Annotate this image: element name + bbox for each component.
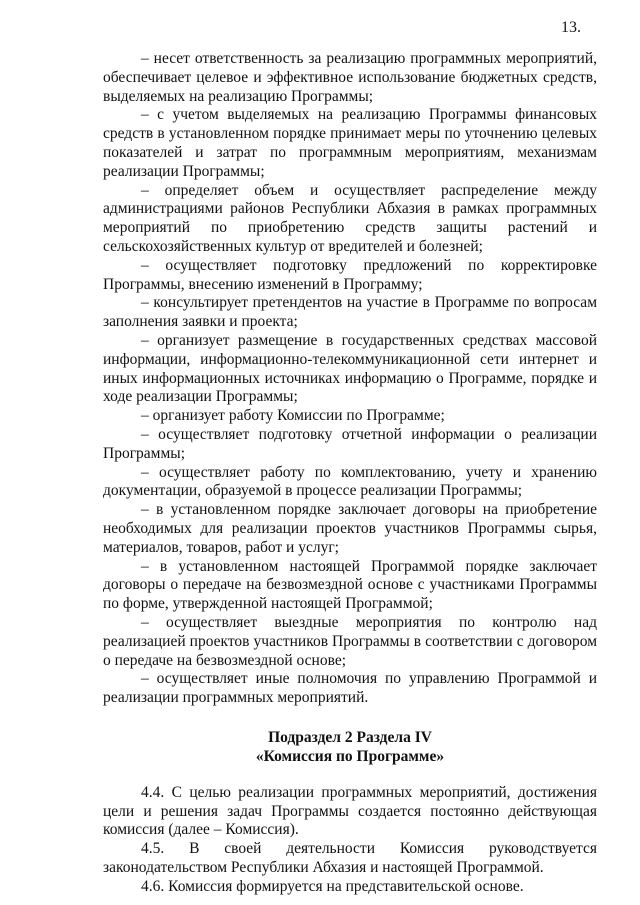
spacer (103, 766, 597, 784)
list-item: – организует работу Комиссии по Программе; (141, 407, 445, 425)
list-item: – организует размещение в государственных средствах массовой информации, информационно-телекоммуникационной сети интернет и иных информационных источниках информацию о Программе, порядке и ходе реализации Программы; (103, 331, 597, 406)
section-heading: Подраздел 2 Раздела IV (268, 728, 432, 746)
list-item: – в установленном настоящей Программой порядке заключает договоры о передаче на безвозмездной основе с участниками Программы по форме, утвержденной настоящей Программой; (103, 557, 597, 613)
list-item: – с учетом выделяемых на реализацию Программы финансовых средств в установленном порядке принимает меры по уточнению целевых показателей и затрат по программным мероприятиям, механизмам реализации Программы; (103, 106, 597, 180)
list-item: – несет ответственность за реализацию программных мероприятий, обеспечивает целевое и эффективное использование бюджетных средств, выделяемых на реализацию Программы; (103, 50, 597, 105)
list-item: – в установленном порядке заключает договоры на приобретение необходимых для реализации проектов участников Программы сырья, материалов, товаров, работ и услуг; (103, 501, 597, 556)
section-subheading: «Комиссия по Программе» (255, 747, 445, 765)
section-paragraph: 4.4. С целью реализации программных мероприятий, достижения цели и решения задач Программы создается постоянно действующая комиссия (далее – Комиссия). (103, 783, 597, 839)
document-body (103, 50, 597, 897)
list-item: – осуществляет иные полномочия по управлению Программой и реализации программных мероприятий. (103, 670, 597, 707)
list-item: – осуществляет выездные мероприятия по контролю над реализацией проектов участников Программы в соответствии с договором о передаче на безвозмездной основе; (103, 613, 597, 669)
section-paragraph: 4.6. Комиссия формируется на представительской основе. (141, 877, 524, 895)
section-paragraph: 4.5. В своей деятельности Комиссия руководствуется законодательством Республики Абхазия и настоящей Программой. (103, 840, 597, 877)
list-item: – консультирует претендентов на участие в Программе по вопросам заполнения заявки и проекта; (103, 294, 597, 331)
page-number: 13. (561, 19, 581, 36)
list-item: – определяет объем и осуществляет распределение между администрациями районов Республики Абхазия в рамках программных мероприятий по приобретению средств защиты растений и сельскохозяйственных культур от вредителей и болезней; (103, 181, 597, 255)
list-item: – осуществляет подготовку предложений по корректировке Программы, внесению изменений в Программу; (103, 256, 597, 293)
list-item: – осуществляет подготовку отчетной информации о реализации Программы; (103, 425, 597, 462)
list-item: – осуществляет работу по комплектованию, учету и хранению документации, образуемой в процессе реализации Программы; (103, 463, 597, 500)
